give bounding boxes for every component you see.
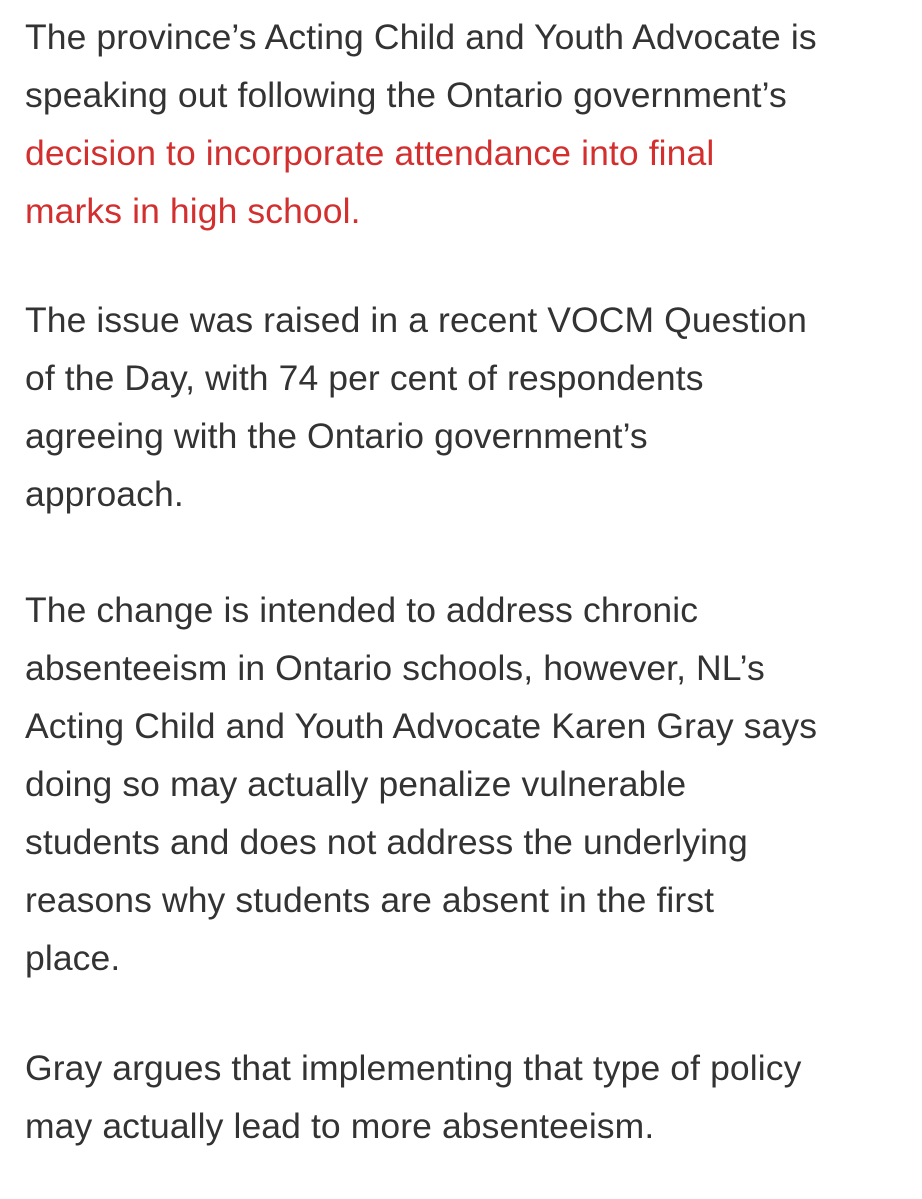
article-body xyxy=(25,8,905,1155)
paragraph-4-line-2: may actually lead to more absenteeism. xyxy=(25,1106,655,1146)
link-line-2: marks in high school. xyxy=(25,191,361,231)
paragraph-3-line-5: students and does not address the underlying xyxy=(25,822,748,862)
paragraph-3 xyxy=(25,581,905,987)
paragraph-2-line-1: The issue was raised in a recent VOCM Question xyxy=(25,300,807,340)
paragraph-3-line-4: doing so may actually penalize vulnerable xyxy=(25,764,687,804)
paragraph-1-line-2: speaking out following the Ontario government’s xyxy=(25,75,787,115)
paragraph-2-line-4: approach. xyxy=(25,474,184,514)
paragraph-1 xyxy=(25,8,905,240)
attendance-decision-link[interactable] xyxy=(25,124,905,240)
paragraph-1-line-1: The province’s Acting Child and Youth Advocate is xyxy=(25,17,817,57)
paragraph-3-line-6: reasons why students are absent in the first xyxy=(25,880,715,920)
paragraph-3-line-2: absenteeism in Ontario schools, however, NL’s xyxy=(25,648,765,688)
paragraph-4-line-1: Gray argues that implementing that type of policy xyxy=(25,1048,802,1088)
paragraph-3-line-7: place. xyxy=(25,938,121,978)
paragraph-3-line-3: Acting Child and Youth Advocate Karen Gray says xyxy=(25,706,818,746)
paragraph-2-line-2: of the Day, with 74 per cent of respondents xyxy=(25,358,704,398)
paragraph-3-line-1: The change is intended to address chronic xyxy=(25,590,699,630)
paragraph-2 xyxy=(25,291,905,523)
paragraph-2-line-3: agreeing with the Ontario government’s xyxy=(25,416,648,456)
paragraph-4 xyxy=(25,1039,905,1155)
link-line-1: decision to incorporate attendance into final xyxy=(25,133,715,173)
